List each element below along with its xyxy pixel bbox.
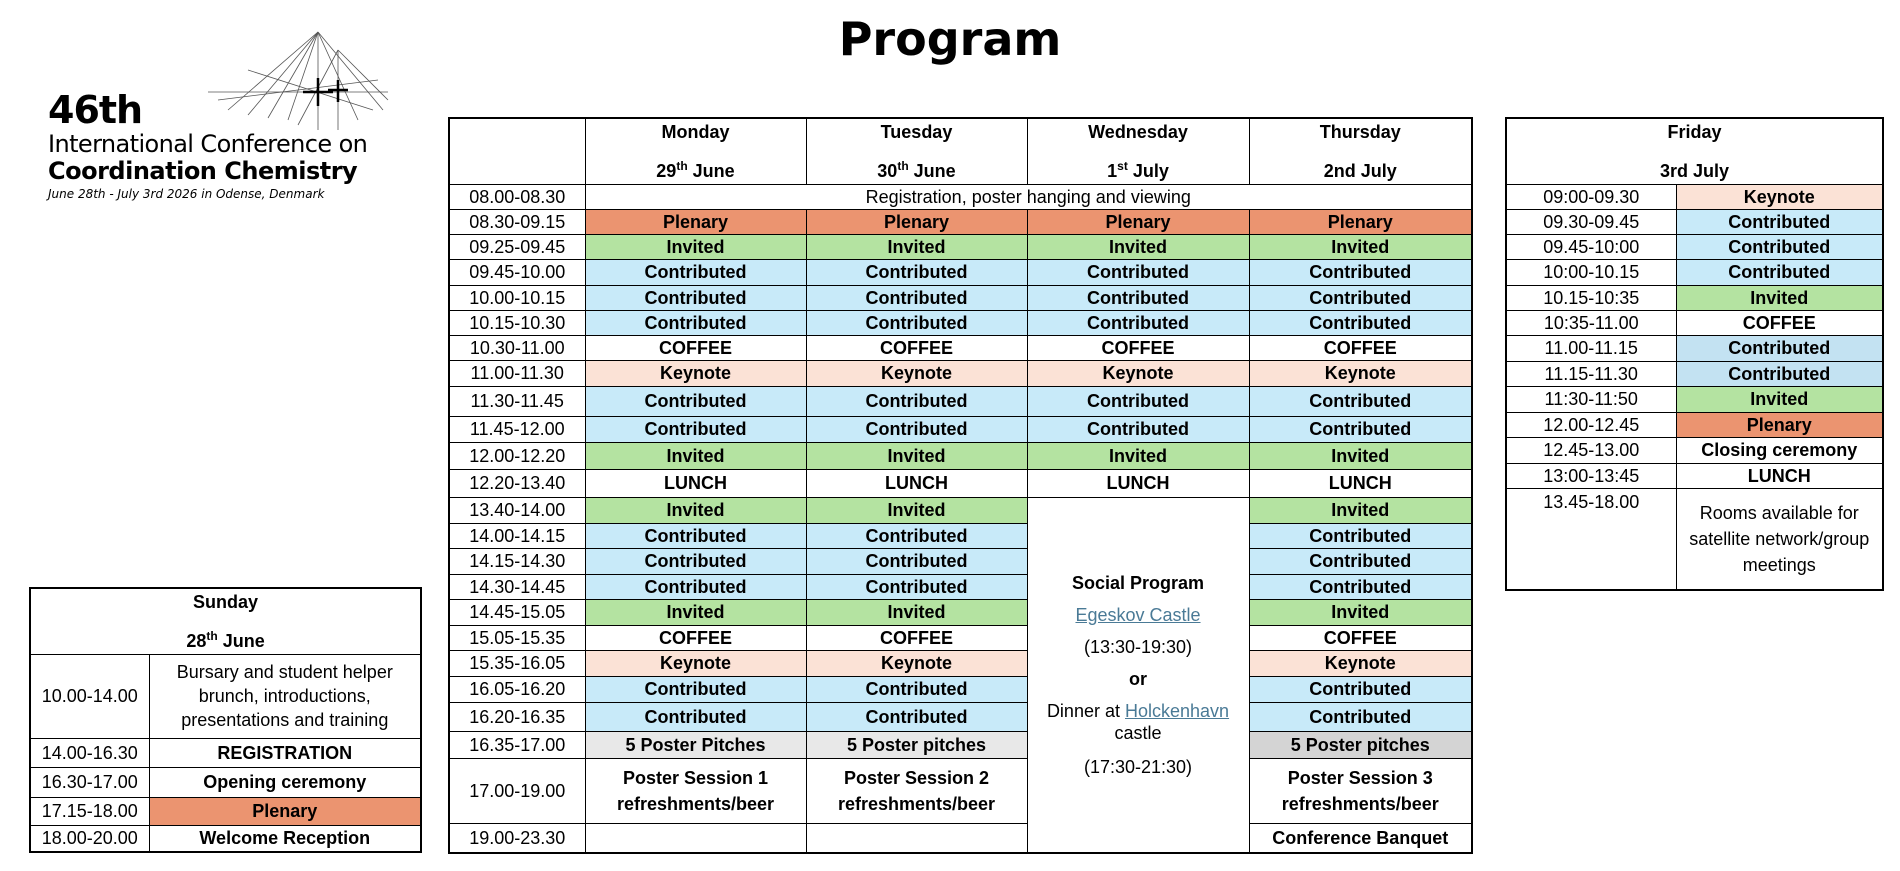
time-cell: 15.35-16.05 — [449, 650, 585, 676]
time-cell: 16.30-17.00 — [30, 767, 149, 797]
sunday-schedule-table — [29, 587, 422, 853]
contributed-cell: Contributed — [1249, 310, 1472, 335]
time-cell: 14.00-16.30 — [30, 738, 149, 767]
contributed-cell: Contributed — [1676, 361, 1883, 386]
logo-line-3: Coordination Chemistry — [48, 157, 358, 185]
invited-cell: Invited — [1676, 386, 1883, 412]
empty-cell — [585, 823, 806, 853]
banquet-cell: Conference Banquet — [1249, 823, 1472, 853]
contributed-cell: Contributed — [1249, 416, 1472, 442]
time-cell: 10.00-14.00 — [30, 654, 149, 738]
time-cell: 12.00-12.20 — [449, 442, 585, 469]
time-cell: 09.45-10.00 — [449, 259, 585, 285]
contributed-cell: Contributed — [585, 702, 806, 731]
time-cell: 11.30-11.45 — [449, 386, 585, 416]
friday-header: Friday 3rd July — [1506, 118, 1883, 184]
keynote-cell: Keynote — [1249, 650, 1472, 676]
keynote-cell: Keynote — [1027, 360, 1249, 386]
time-cell: 15.05-15.35 — [449, 625, 585, 650]
contributed-cell: Contributed — [806, 574, 1027, 599]
logo-edition: 46th — [48, 88, 143, 132]
invited-cell: Invited — [1249, 442, 1472, 469]
time-cell: 09.25-09.45 — [449, 234, 585, 259]
coffee-cell: COFFEE — [585, 625, 806, 650]
contributed-cell: Contributed — [806, 548, 1027, 574]
coffee-cell: COFFEE — [1249, 335, 1472, 360]
conference-logo — [48, 30, 388, 210]
invited-cell: Invited — [806, 442, 1027, 469]
empty-cell — [806, 823, 1027, 853]
invited-cell: Invited — [1249, 497, 1472, 523]
contributed-cell: Contributed — [585, 523, 806, 548]
invited-cell: Invited — [1027, 234, 1249, 259]
keynote-cell: Keynote — [585, 650, 806, 676]
contributed-cell: Contributed — [1676, 259, 1883, 285]
contributed-cell: Contributed — [1676, 335, 1883, 361]
coffee-cell: COFFEE — [806, 335, 1027, 360]
plenary-cell: Plenary — [806, 209, 1027, 234]
lunch-cell: LUNCH — [806, 469, 1027, 497]
invited-cell: Invited — [585, 234, 806, 259]
time-cell: 12.45-13.00 — [1506, 437, 1676, 463]
closing-ceremony-cell: Closing ceremony — [1676, 437, 1883, 463]
contributed-cell: Contributed — [1249, 523, 1472, 548]
time-cell: 13:00-13:45 — [1506, 463, 1676, 488]
plenary-cell: Plenary — [1027, 209, 1249, 234]
time-cell: 12.20-13.40 — [449, 469, 585, 497]
main-schedule-table — [448, 117, 1473, 854]
coffee-cell: COFFEE — [1249, 625, 1472, 650]
lunch-cell: LUNCH — [1027, 469, 1249, 497]
registration-cell: Registration, poster hanging and viewing — [585, 184, 1472, 209]
dinner-prefix: Dinner at — [1046, 700, 1120, 721]
time-cell: 11.00-11.15 — [1506, 335, 1676, 361]
time-cell: 14.15-14.30 — [449, 548, 585, 574]
contributed-cell: Contributed — [1027, 259, 1249, 285]
contributed-cell: Contributed — [1027, 285, 1249, 310]
time-cell: 13.40-14.00 — [449, 497, 585, 523]
time-cell: 19.00-23.30 — [449, 823, 585, 853]
lunch-cell: LUNCH — [1249, 469, 1472, 497]
poster-pitch-cell: 5 Poster pitches — [1249, 731, 1472, 758]
contributed-cell: Contributed — [1249, 386, 1472, 416]
keynote-cell: Keynote — [585, 360, 806, 386]
contributed-cell: Contributed — [806, 310, 1027, 335]
keynote-cell: Keynote — [806, 360, 1027, 386]
time-cell: 14.30-14.45 — [449, 574, 585, 599]
contributed-cell: Contributed — [1676, 209, 1883, 234]
social-program-cell — [1027, 497, 1249, 853]
coffee-cell: COFFEE — [1027, 335, 1249, 360]
contributed-cell: Contributed — [1249, 676, 1472, 702]
contributed-cell: Contributed — [1249, 285, 1472, 310]
corner-cell — [449, 118, 585, 184]
contributed-cell: Contributed — [1027, 416, 1249, 442]
time-cell: 13.45-18.00 — [1506, 488, 1676, 590]
logo-dates: June 28th - July 3rd 2026 in Odense, Denmark — [48, 187, 325, 201]
time-cell: 10.15-10:35 — [1506, 285, 1676, 310]
sunday-header — [30, 588, 421, 654]
keynote-cell: Keynote — [806, 650, 1027, 676]
time-cell: 11.15-11.30 — [1506, 361, 1676, 386]
time-cell: 16.05-16.20 — [449, 676, 585, 702]
day-header-monday: Monday 29th June — [585, 118, 806, 184]
event-cell: Bursary and student helper brunch, introductions, presentations and training — [149, 654, 421, 738]
invited-cell: Invited — [585, 442, 806, 469]
invited-cell: Invited — [1027, 442, 1249, 469]
time-cell: 10.00-10.15 — [449, 285, 585, 310]
time-cell: 09.45-10:00 — [1506, 234, 1676, 259]
time-cell: 17.15-18.00 — [30, 797, 149, 825]
contributed-cell: Contributed — [585, 310, 806, 335]
time-cell: 18.00-20.00 — [30, 825, 149, 852]
event-cell: Welcome Reception — [149, 825, 421, 852]
time-cell: 09.30-09.45 — [1506, 209, 1676, 234]
plenary-cell: Plenary — [1676, 412, 1883, 437]
contributed-cell: Contributed — [806, 676, 1027, 702]
poster-session-cell: Poster Session 1 refreshments/beer — [585, 758, 806, 823]
invited-cell: Invited — [1249, 599, 1472, 625]
friday-schedule-table — [1505, 117, 1884, 591]
plenary-cell: Plenary — [149, 797, 421, 825]
holckenhavn-link[interactable]: Holckenhavn — [1125, 700, 1230, 721]
contributed-cell: Contributed — [585, 416, 806, 442]
contributed-cell: Contributed — [806, 259, 1027, 285]
contributed-cell: Contributed — [585, 676, 806, 702]
logo-crystal-icon — [188, 30, 398, 140]
plenary-cell: Plenary — [585, 209, 806, 234]
sunday-day: Sunday — [193, 591, 259, 612]
time-cell: 10.15-10.30 — [449, 310, 585, 335]
contributed-cell: Contributed — [806, 416, 1027, 442]
contributed-cell: Contributed — [806, 702, 1027, 731]
time-cell: 10:00-10.15 — [1506, 259, 1676, 285]
time-cell: 08.30-09.15 — [449, 209, 585, 234]
satellite-meetings-cell: Rooms available for satellite network/group meetings — [1676, 488, 1883, 590]
coffee-cell: COFFEE — [1676, 310, 1883, 335]
invited-cell: Invited — [806, 234, 1027, 259]
keynote-cell: Keynote — [1249, 360, 1472, 386]
coffee-cell: COFFEE — [806, 625, 1027, 650]
contributed-cell: Contributed — [1027, 386, 1249, 416]
contributed-cell: Contributed — [585, 259, 806, 285]
contributed-cell: Contributed — [1249, 574, 1472, 599]
contributed-cell: Contributed — [1676, 234, 1883, 259]
invited-cell: Invited — [585, 497, 806, 523]
dinner-suffix: castle — [1114, 722, 1162, 743]
poster-pitch-cell: 5 Poster Pitches — [585, 731, 806, 758]
day-header-wednesday: Wednesday 1st July — [1027, 118, 1249, 184]
lunch-cell: LUNCH — [585, 469, 806, 497]
contributed-cell: Contributed — [806, 285, 1027, 310]
day-header-tuesday: Tuesday 30th June — [806, 118, 1027, 184]
contributed-cell: Contributed — [806, 386, 1027, 416]
contributed-cell: Contributed — [1249, 548, 1472, 574]
invited-cell: Invited — [806, 497, 1027, 523]
contributed-cell: Contributed — [585, 386, 806, 416]
time-cell: 08.00-08.30 — [449, 184, 585, 209]
time-cell: 14.45-15.05 — [449, 599, 585, 625]
time-cell: 16.20-16.35 — [449, 702, 585, 731]
poster-pitch-cell: 5 Poster pitches — [806, 731, 1027, 758]
time-cell: 17.00-19.00 — [449, 758, 585, 823]
coffee-cell: COFFEE — [585, 335, 806, 360]
page-title: Program — [838, 12, 1062, 66]
sunday-date: 28th June — [186, 628, 265, 651]
time-cell: 16.35-17.00 — [449, 731, 585, 758]
contributed-cell: Contributed — [1249, 259, 1472, 285]
contributed-cell: Contributed — [585, 285, 806, 310]
time-cell: 12.00-12.45 — [1506, 412, 1676, 437]
contributed-cell: Contributed — [1027, 310, 1249, 335]
logo-line-2: International Conference on — [48, 130, 368, 158]
time-cell: 11.45-12.00 — [449, 416, 585, 442]
social-or: or — [1129, 668, 1147, 689]
keynote-cell: Keynote — [1676, 184, 1883, 209]
social-program-heading: Social Program — [1071, 572, 1205, 593]
invited-cell: Invited — [1249, 234, 1472, 259]
castle-time: (13:30-19:30) — [1083, 636, 1193, 657]
contributed-cell: Contributed — [1249, 702, 1472, 731]
time-cell: 09:00-09.30 — [1506, 184, 1676, 209]
plenary-cell: Plenary — [1249, 209, 1472, 234]
invited-cell: Invited — [806, 599, 1027, 625]
invited-cell: Invited — [1676, 285, 1883, 310]
contributed-cell: Contributed — [585, 574, 806, 599]
poster-session-cell: Poster Session 2 refreshments/beer — [806, 758, 1027, 823]
day-header-thursday: Thursday 2nd July — [1249, 118, 1472, 184]
event-cell: Opening ceremony — [149, 767, 421, 797]
egeskov-castle-link[interactable]: Egeskov Castle — [1075, 604, 1201, 625]
dinner-time: (17:30-21:30) — [1083, 756, 1193, 777]
lunch-cell: LUNCH — [1676, 463, 1883, 488]
time-cell: 11:30-11:50 — [1506, 386, 1676, 412]
time-cell: 10:35-11.00 — [1506, 310, 1676, 335]
time-cell: 14.00-14.15 — [449, 523, 585, 548]
poster-session-cell: Poster Session 3 refreshments/beer — [1249, 758, 1472, 823]
contributed-cell: Contributed — [585, 548, 806, 574]
contributed-cell: Contributed — [806, 523, 1027, 548]
time-cell: 10.30-11.00 — [449, 335, 585, 360]
event-cell: REGISTRATION — [149, 738, 421, 767]
time-cell: 11.00-11.30 — [449, 360, 585, 386]
invited-cell: Invited — [585, 599, 806, 625]
